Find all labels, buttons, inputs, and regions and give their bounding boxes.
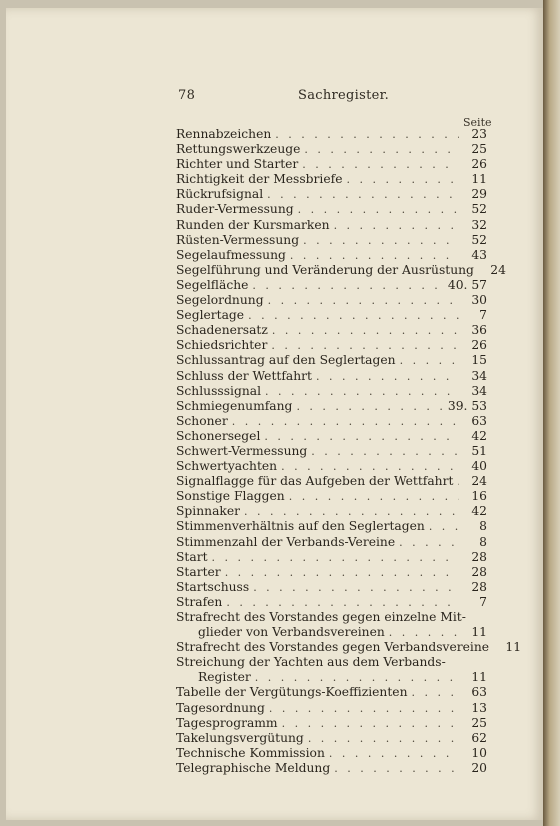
index-entry	[176, 384, 487, 399]
entry-page-ref: 26	[471, 157, 487, 172]
dot-leader	[267, 187, 459, 202]
dot-leader	[316, 369, 459, 384]
index-entry	[176, 504, 487, 519]
index-entry	[176, 323, 487, 338]
dot-leader	[244, 504, 459, 519]
entry-page-ref: 32	[471, 217, 487, 232]
entry-text: Richter und Starter	[176, 157, 299, 172]
entry-page-ref: 40	[471, 459, 487, 474]
entry-page-ref: 11	[505, 640, 522, 655]
dot-leader	[308, 731, 459, 746]
dot-leader	[302, 157, 459, 172]
entry-text: Runden der Kursmarken	[176, 217, 330, 232]
index-entry	[176, 278, 487, 293]
entry-text: Segelaufmessung	[176, 247, 286, 262]
entry-page-ref: 23	[471, 127, 487, 141]
entry-text: Start	[176, 549, 208, 564]
dot-leader	[265, 384, 459, 399]
dot-leader	[225, 565, 459, 580]
index-entry	[176, 580, 487, 595]
entry-text: Schwert-Vermessung	[176, 443, 308, 458]
entry-text: Stimmenverhältnis auf den Seglertagen	[176, 519, 425, 534]
entry-text: Strafrecht des Vorstandes gegen Verbandsvereine	[176, 640, 490, 655]
entry-page-ref: 11	[471, 670, 487, 685]
entry-page-ref: 25	[471, 142, 487, 157]
entry-page-ref: 24	[471, 474, 487, 489]
entry-text: Strafrecht des Vorstandes gegen einzelne Mit-	[176, 610, 466, 624]
dot-leader	[281, 459, 459, 474]
entry-page-ref: 42	[471, 504, 487, 519]
dot-leader	[252, 278, 443, 293]
entry-text: Schlusssignal	[176, 383, 262, 398]
dot-leader	[212, 550, 459, 565]
dot-leader	[272, 323, 459, 338]
dot-leader	[346, 172, 459, 187]
entry-text: Rennabzeichen	[176, 127, 272, 141]
entry-page-ref: 26	[471, 338, 487, 353]
dot-leader	[334, 761, 459, 776]
entry-text: Rückrufsignal	[176, 187, 264, 202]
dot-leader	[289, 489, 459, 504]
entry-text: Startschuss	[176, 579, 250, 594]
entry-page-ref: 11	[471, 625, 487, 640]
entry-page-ref: 15	[471, 353, 487, 368]
entry-page-ref: 28	[471, 579, 487, 594]
index-entry	[176, 444, 487, 459]
entry-text: Technische Kommission	[176, 745, 325, 760]
entry-text: Register	[198, 670, 251, 685]
dot-leader	[329, 746, 459, 761]
index-entry	[176, 716, 487, 731]
entry-text: Strafen	[176, 594, 223, 609]
index-entry	[176, 157, 487, 172]
entry-page-ref: 16	[471, 489, 487, 504]
entry-page-ref: 28	[471, 564, 487, 579]
entry-text: Spinnaker	[176, 504, 241, 519]
entry-page-ref: 52	[471, 202, 487, 217]
dot-leader	[232, 414, 459, 429]
index-entry	[176, 610, 487, 625]
entry-text: Telegraphische Meldung	[176, 760, 331, 775]
index-entry	[176, 293, 487, 308]
entry-page-ref: 28	[471, 549, 487, 564]
entry-text: Schluss der Wettfahrt	[176, 368, 312, 383]
dot-leader	[311, 444, 459, 459]
entry-page-ref: 20	[471, 760, 487, 775]
index-entry	[176, 655, 487, 670]
entry-text: Schoner	[176, 413, 228, 428]
entry-text: Tagesordnung	[176, 700, 265, 715]
entry-page-ref: 10	[471, 745, 487, 760]
entry-text: Rettungswerkzeuge	[176, 142, 301, 157]
index-entry	[176, 369, 487, 384]
entry-page-ref: 30	[471, 293, 487, 308]
dot-leader	[412, 685, 460, 700]
index-entry	[176, 262, 506, 278]
entry-text: Richtigkeit der Messbriefe	[176, 172, 343, 187]
dot-leader	[334, 218, 459, 233]
index-entry	[176, 429, 487, 444]
entry-text: Stimmenzahl der Verbands-Vereine	[176, 534, 396, 549]
dot-leader	[296, 399, 443, 414]
entry-page-ref: 8	[479, 534, 487, 549]
index-entry	[176, 595, 487, 610]
dot-leader	[253, 580, 459, 595]
entry-text: Starter	[176, 564, 221, 579]
entry-text: Schadenersatz	[176, 323, 268, 338]
index-list	[176, 127, 522, 776]
entry-text: Ruder-Vermessung	[176, 202, 294, 217]
dot-leader	[399, 535, 459, 550]
dot-leader	[304, 142, 459, 157]
entry-page-ref: 7	[479, 594, 487, 609]
entry-page-ref: 63	[471, 685, 487, 700]
index-entry	[176, 233, 487, 248]
dot-leader	[269, 701, 459, 716]
index-entry	[176, 550, 487, 565]
entry-text: Schonersegel	[176, 428, 261, 443]
entry-page-ref: 7	[479, 308, 487, 323]
index-entry	[176, 761, 487, 776]
entry-text: Tagesprogramm	[176, 715, 278, 730]
entry-text: Seglertage	[176, 308, 245, 323]
dot-leader	[298, 202, 459, 217]
index-entry	[176, 731, 487, 746]
entry-page-ref: 25	[471, 715, 487, 730]
index-entry	[176, 685, 487, 700]
dot-leader	[226, 595, 459, 610]
entry-page-ref: 13	[471, 700, 487, 715]
entry-text: Schiedsrichter	[176, 338, 268, 353]
entry-page-ref: 43	[471, 247, 487, 262]
entry-text: Signalflagge für das Aufgeben der Wettfahrt	[176, 474, 454, 489]
index-entry	[176, 338, 487, 353]
entry-text: glieder von Verbandsvereinen	[198, 625, 385, 640]
dot-leader	[303, 233, 459, 248]
dot-leader	[275, 127, 459, 142]
index-entry	[176, 746, 487, 761]
entry-page-ref: 42	[471, 428, 487, 443]
index-entry	[176, 565, 487, 580]
index-entry	[176, 670, 487, 685]
index-entry	[176, 489, 487, 504]
entry-text: Segelordnung	[176, 293, 264, 308]
entry-text: Segelführung und Veränderung der Ausrüstung	[176, 262, 474, 277]
entry-text: Schmiegenumfang	[176, 398, 293, 413]
index-entry	[176, 519, 487, 534]
entry-text: Tabelle der Vergütungs-Koeffizienten	[176, 685, 408, 700]
entry-page-ref: 52	[471, 232, 487, 247]
dot-leader	[389, 625, 459, 640]
entry-text: Sonstige Flaggen	[176, 489, 285, 504]
entry-page-ref: 24	[490, 262, 506, 277]
entry-page-ref: 36	[471, 323, 487, 338]
entry-text: Schlussantrag auf den Seglertagen	[176, 353, 396, 368]
dot-leader	[400, 353, 459, 368]
index-entry	[176, 625, 487, 640]
index-entry	[176, 127, 487, 142]
entry-text: Streichung der Yachten aus dem Verbands-	[176, 655, 446, 670]
index-entry	[176, 142, 487, 157]
dot-leader	[271, 338, 459, 353]
entry-text: Takelungsvergütung	[176, 730, 304, 745]
index-entry	[176, 353, 487, 368]
entry-page-ref: 40. 57	[447, 277, 487, 292]
index-entry	[176, 399, 487, 414]
dot-leader	[429, 519, 459, 534]
dot-leader	[290, 248, 459, 263]
index-entry	[176, 308, 487, 323]
index-entry	[176, 187, 487, 202]
entry-page-ref: 62	[471, 730, 487, 745]
entry-page-ref: 29	[471, 187, 487, 202]
index-entry	[176, 218, 487, 233]
entry-page-ref: 63	[471, 413, 487, 428]
entry-page-ref: 34	[471, 368, 487, 383]
index-entry	[176, 535, 487, 550]
entry-text: Schwertyachten	[176, 459, 278, 474]
index-entry	[176, 701, 487, 716]
entry-page-ref: 8	[479, 519, 487, 534]
index-entry	[176, 459, 487, 474]
dot-leader	[268, 293, 459, 308]
index-entry	[176, 474, 487, 489]
page-edge	[543, 0, 560, 826]
index-entry	[176, 640, 522, 655]
dot-leader	[255, 670, 459, 685]
index-entry	[176, 414, 487, 429]
entry-page-ref: 34	[471, 383, 487, 398]
entry-text: Rüsten-Vermessung	[176, 232, 300, 247]
entry-page-ref: 39. 53	[447, 398, 487, 413]
index-entry	[176, 202, 487, 217]
entry-page-ref: 51	[471, 443, 487, 458]
dot-leader	[248, 308, 459, 323]
page-title: Sachregister.	[298, 88, 390, 103]
page-column-label: Seite	[463, 116, 492, 129]
entry-page-ref: 11	[471, 172, 487, 187]
index-entry	[176, 248, 487, 263]
page-number: 78	[178, 88, 196, 103]
dot-leader	[264, 429, 459, 444]
dot-leader	[457, 474, 459, 489]
index-entry	[176, 172, 487, 187]
entry-text: Segelfläche	[176, 277, 249, 292]
dot-leader	[282, 716, 459, 731]
